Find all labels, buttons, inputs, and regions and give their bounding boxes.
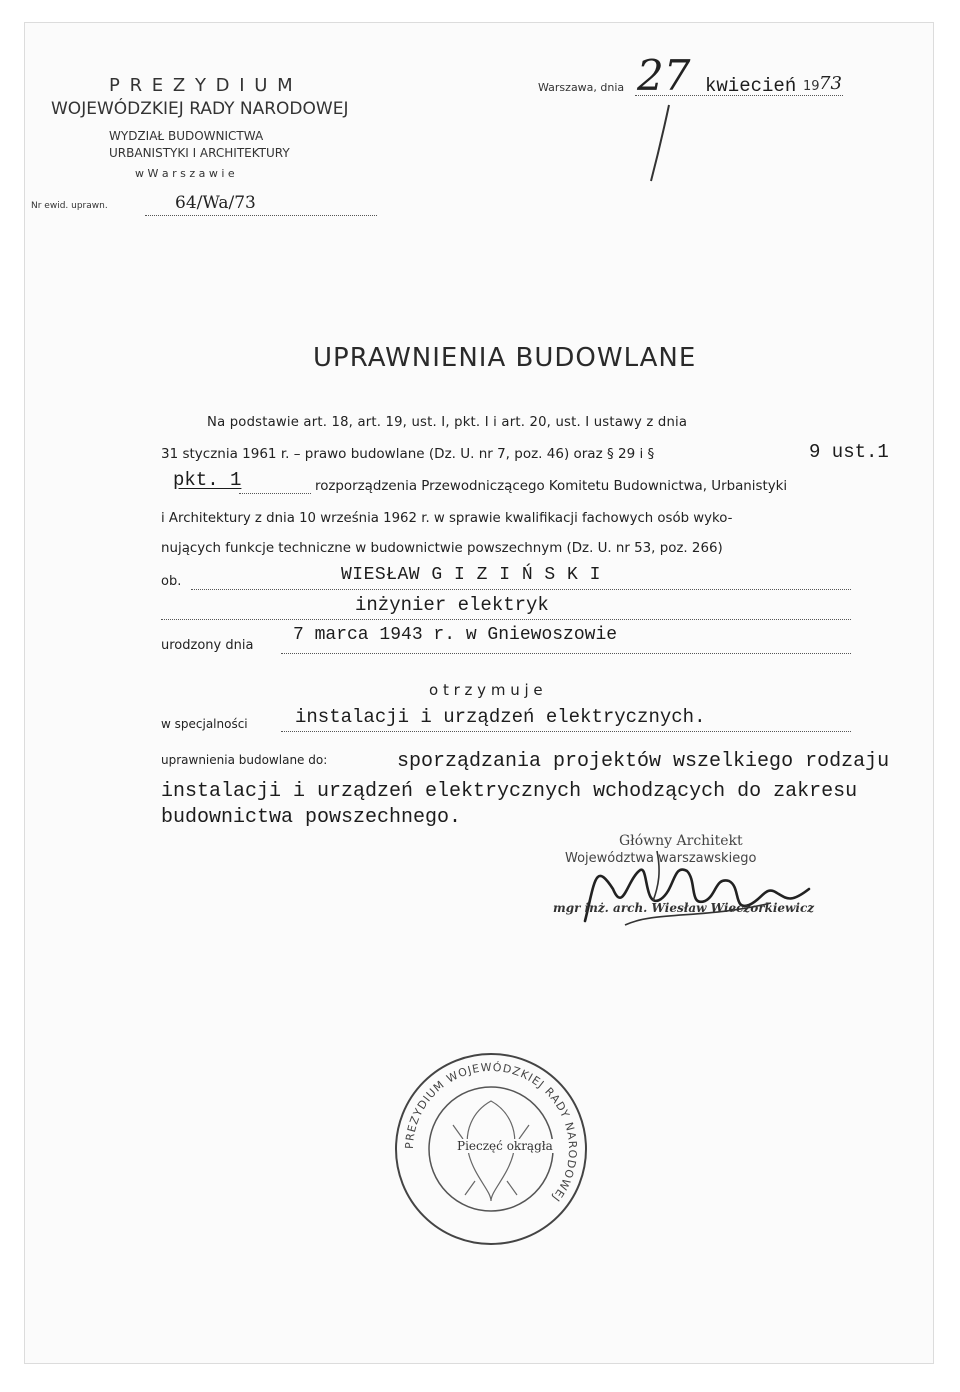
- specialty-dotline: [281, 731, 851, 732]
- certificate-page: [24, 22, 934, 1364]
- born-label: urodzony dnia: [161, 638, 254, 653]
- header-prezydium: P R E Z Y D I U M: [109, 75, 295, 96]
- document-title: UPRAWNIENIA BUDOWLANE: [313, 343, 697, 373]
- signature-stamp-line3: mgr inż. arch. Wiesław Wieczorkiewicz: [553, 901, 815, 915]
- preamble-line4: i Architektury z dnia 10 września 1962 r. w sprawie kwalifikacji fachowych osób wyko-: [161, 511, 733, 526]
- header-dept1: WYDZIAŁ BUDOWNICTWA: [109, 129, 264, 143]
- header-city: w W a r s z a w i e: [135, 167, 235, 180]
- preamble-line3-typed: pkt. 1: [173, 469, 242, 491]
- signature-stamp-line2: Województwa warszawskiego: [565, 851, 757, 866]
- seal-center-text: Pieczęć okrągła: [457, 1139, 553, 1153]
- preamble-line3: rozporządzenia Przewodniczącego Komitetu Budownictwa, Urbanistyki: [315, 479, 788, 494]
- person-title: inżynier elektryk: [355, 594, 549, 616]
- rights-label: uprawnienia budowlane do:: [161, 753, 328, 767]
- born-dotline: [281, 653, 851, 654]
- preamble-line5: nujących funkcje techniczne w budownictwie powszechnym (Dz. U. nr 53, poz. 266): [161, 541, 723, 556]
- header-dept2: URBANISTYKI I ARCHITEKTURY: [109, 146, 290, 160]
- ob-label: ob.: [161, 574, 182, 589]
- rights-line2: instalacji i urządzeń elektrycznych wchodzących do zakresu: [161, 780, 858, 803]
- handwritten-stroke-icon: [645, 103, 675, 183]
- born-value: 7 marca 1943 r. w Gniewoszowie: [293, 625, 618, 645]
- place-label: Warszawa, dnia: [538, 81, 625, 94]
- date-year-suffix: 73: [819, 73, 842, 94]
- preamble-line2-typed: 9 ust.1: [809, 441, 889, 463]
- ewid-dotline: [145, 215, 377, 216]
- ewid-label: Nr ewid. uprawn.: [31, 201, 108, 211]
- svg-text:PREZYDIUM WOJEWÓDZKIEJ RADY NA: PREZYDIUM WOJEWÓDZKIEJ RADY NARODOWEJ: [402, 1060, 580, 1205]
- preamble-line1: Na podstawie art. 18, art. 19, ust. I, pkt. I i art. 20, ust. I ustawy z dnia: [207, 415, 688, 430]
- date-day-stroke: [645, 103, 675, 188]
- header-council: WOJEWÓDZKIEJ RADY NARODOWEJ: [51, 99, 349, 119]
- specialty-label: w specjalności: [161, 717, 248, 731]
- handwritten-signature: [565, 841, 835, 936]
- rights-line3: budownictwa powszechnego.: [161, 806, 462, 829]
- preamble-line3-dotline: [239, 493, 311, 494]
- date-year-prefix: 19: [803, 79, 820, 94]
- ewid-value: 64/Wa/73: [175, 193, 256, 213]
- person-name: WIESŁAW G I Z I Ń S K I: [341, 565, 601, 585]
- name-dotline: [191, 589, 851, 590]
- preamble-line2: 31 stycznia 1961 r. – prawo budowlane (Dz. U. nr 7, poz. 46) oraz § 29 i §: [161, 446, 655, 462]
- otrzymuje-label: o t r z y m u j e: [429, 681, 543, 699]
- specialty-value: instalacji i urządzeń elektrycznych.: [295, 706, 706, 728]
- title-dotline: [161, 619, 851, 620]
- rights-line1: sporządzania projektów wszelkiego rodzaju: [397, 750, 890, 773]
- date-month: kwiecień: [705, 75, 797, 97]
- date-day: 27: [637, 51, 691, 100]
- signature-stamp-line1: Główny Architekt: [619, 833, 743, 849]
- signature-scribble-icon: [565, 841, 835, 931]
